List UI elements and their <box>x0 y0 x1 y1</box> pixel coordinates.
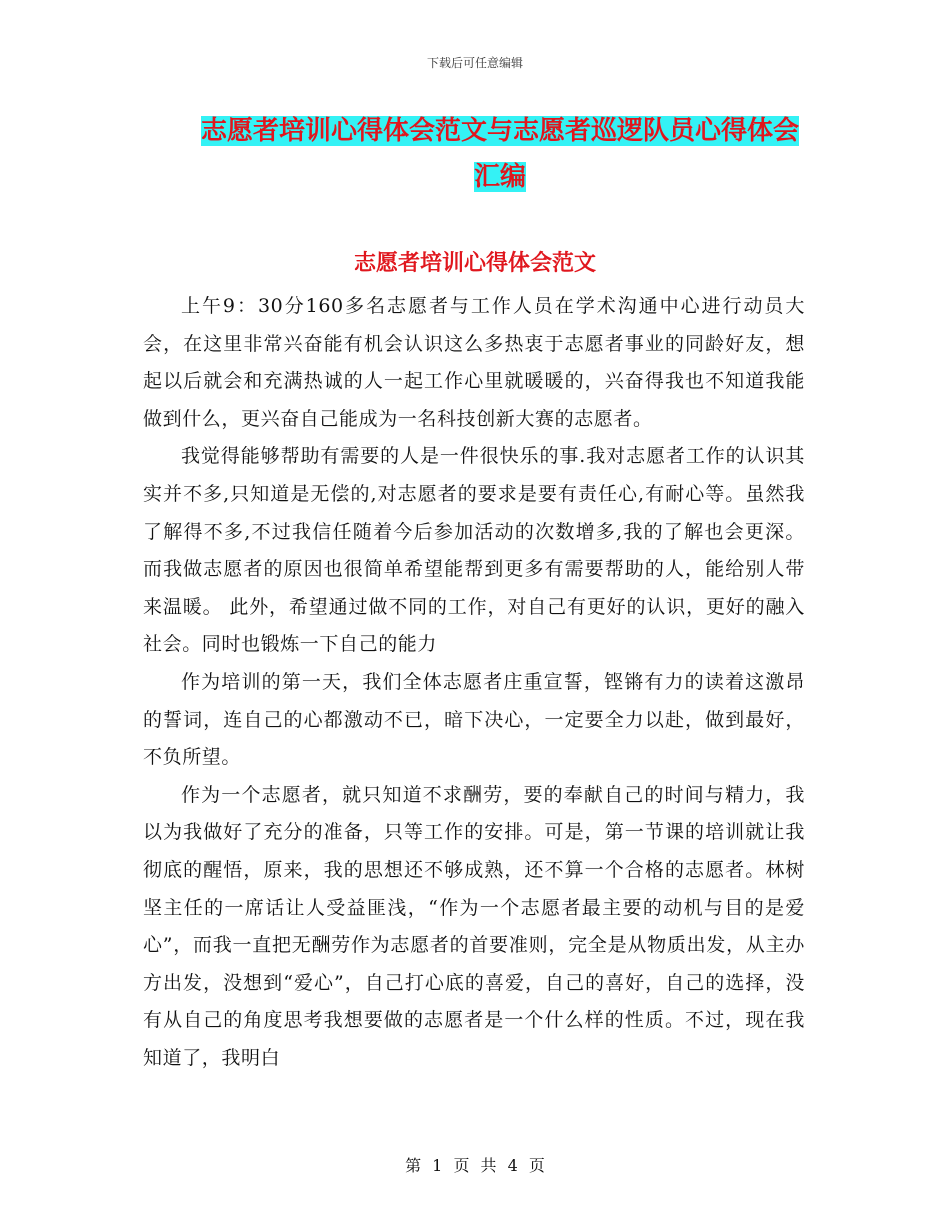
document-body <box>143 288 805 1077</box>
paragraph-4: 作为一个志愿者，就只知道不求酬劳，要的奉献自己的时间与精力，我以为我做好了充分的准备，只等工作的安排。可是，第一节课的培训就让我彻底的醒悟，原来，我的思想还不够成熟，还不算一个合格的志愿者。林树坚主任的一席话让人受益匪浅，“作为一个志愿者最主要的动机与目的是爱心”，而我一直把无酬劳作为志愿者的首要准则，完全是从物质出发，从主办方出发，没想到“爱心”，自己打心底的喜爱，自己的喜好，自己的选择，没有从自己的角度思考我想要做的志愿者是一个什么样的性质。不过，现在我知道了，我明白 <box>143 783 805 1069</box>
document-title <box>190 108 810 200</box>
paragraph-2: 我觉得能够帮助有需要的人是一件很快乐的事.我对志愿者工作的认识其实并不多,只知道是无偿的,对志愿者的要求是要有责任心,有耐心等。虽然我了解得不多,不过我信任随着今后参加活动的次数增多,我的了解也会更深。 而我做志愿者的原因也很简单希望能帮到更多有需要帮助的人，能给别人带来温暖。 此外，希望通过做不同的工作，对自己有更好的认识，更好的融入社会。同时也锻炼一下自己的能力 <box>143 445 805 656</box>
paragraph-3: 作为培训的第一天，我们全体志愿者庄重宣誓，铿锵有力的读着这激昂的誓词，连自己的心都激动不已，暗下决心，一定要全力以赴，做到最好，不负所望。 <box>143 670 805 769</box>
section-title: 志愿者培训心得体会范文 <box>353 250 596 276</box>
header-note: 下载后可任意编辑 <box>426 56 523 70</box>
paragraph-1: 上午9：30分160多名志愿者与工作人员在学术沟通中心进行动员大会，在这里非常兴奋能有机会认识这么多热衷于志愿者事业的同龄好友，想起以后就会和充满热诚的人一起工作心里就暖暖的，兴奋得我也不知道我能做到什么，更兴奋自己能成为一名科技创新大赛的志愿者。 <box>143 295 805 430</box>
document-title-highlight: 志愿者培训心得体会范文与志愿者巡逻队员心得体会汇编 <box>200 116 799 192</box>
page-number-footer: 第 1 页 共 4 页 <box>405 1156 545 1175</box>
